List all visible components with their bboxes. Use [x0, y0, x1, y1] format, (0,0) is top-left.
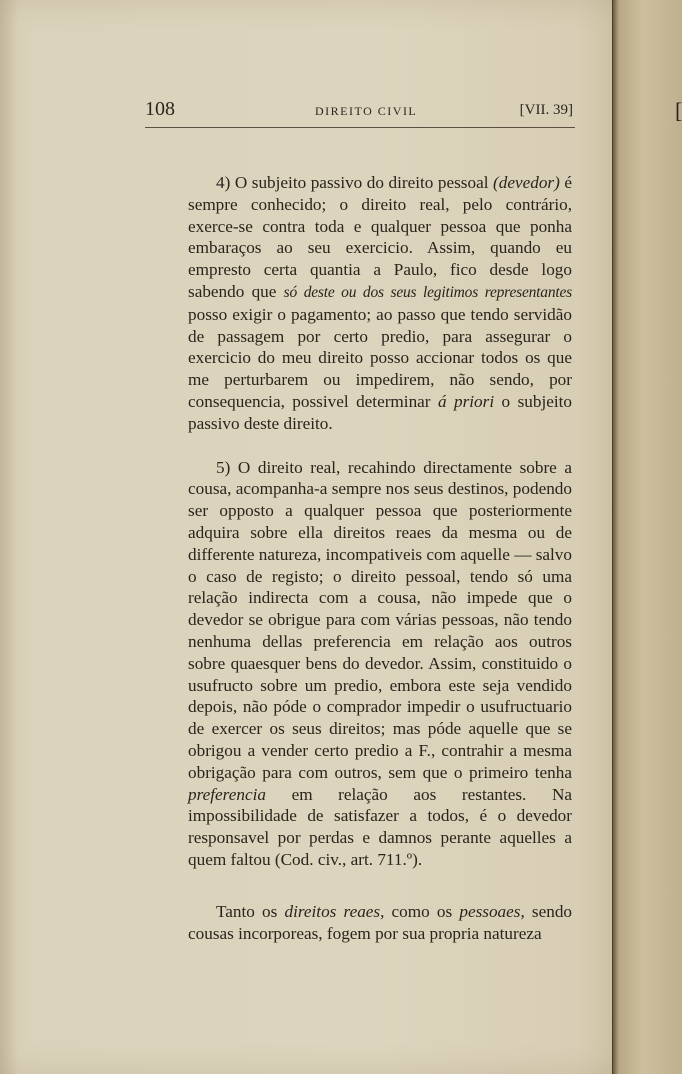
italic-run: preferencia [188, 784, 266, 804]
page-number: 108 [145, 98, 175, 120]
paragraph-tanto [188, 901, 572, 945]
italic-run: (devedor) [493, 173, 560, 192]
italic-run: só deste ou dos seus legitimos representantes [283, 283, 573, 301]
text-run: como os [384, 901, 460, 921]
adjacent-page-edge [612, 0, 682, 1074]
text-run: posso exigir o pagamento; ao passo que tendo servidão de passagem por certo predio, para assegurar o exercicio do meu direito posso accionar todos os que me perturbarem ou impedirem, não sendo, por consequencia, possivel determinar [188, 304, 572, 411]
text-run: Tanto os [216, 901, 285, 921]
text-run: o subjeito passivo deste direito. [188, 391, 572, 433]
section-reference: [VII. 39] [519, 102, 573, 118]
page-header [145, 98, 575, 122]
text-run: é sempre conhecido; o direito real, pelo contrário, exerce-se contra toda e qualquer pessoa que ponha embaraços ao seu exercicio. Assim, quando eu empresto certa quantia a Paulo, fico desde logo sabendo que [188, 173, 572, 301]
paragraph-4 [188, 172, 572, 435]
body-text [188, 172, 572, 944]
text-run: sendo cousas incorporeas, fogem por sua propria natureza [188, 901, 573, 943]
italic-run: á priori [437, 391, 495, 411]
text-run: 4) O subjeito passivo do direito pessoal [216, 173, 494, 192]
paragraph-5 [188, 457, 572, 871]
text-run: em relação aos restantes. Na impossibilidade de satisfazer a todos, é o devedor responsavel por perdas e damnos perante aquelles a quem faltou (Cod. civ., art. 711.º). [188, 784, 572, 869]
running-title: DIREITO CIVIL [315, 104, 418, 118]
italic-run: direitos reaes, [284, 901, 385, 921]
text-run: 5) O direito real, recahindo directamente sobre a cousa, acompanha-a sempre nos seus destinos, podendo ser opposto a qualquer pessoa que posteriormente adquira sobre ella direitos reaes da mesma ou de differente natureza, incompativeis com aquelle — salvo o caso de registo; o direito pessoal, tendo só uma relação indirecta com a cousa, não impede que o devedor se obrigue para com várias pessoas, não tendo nenhuma dellas preferencia em relação aos outros sobre quaesquer bens do devedor. Assim, constituido o usufructo sobre um predio, embora este seja vendido depois, não póde o comprador impedir o usufructuario de exercer os seus direitos; mas póde aquelle que se obrigou a vender certo predio a F., contrahir a mesma obrigação para com outros, sem que o primeiro tenha [188, 457, 572, 782]
italic-run: pessoaes, [459, 901, 525, 921]
header-rule [145, 127, 575, 128]
adjacent-page-bracket: [ [675, 98, 682, 123]
